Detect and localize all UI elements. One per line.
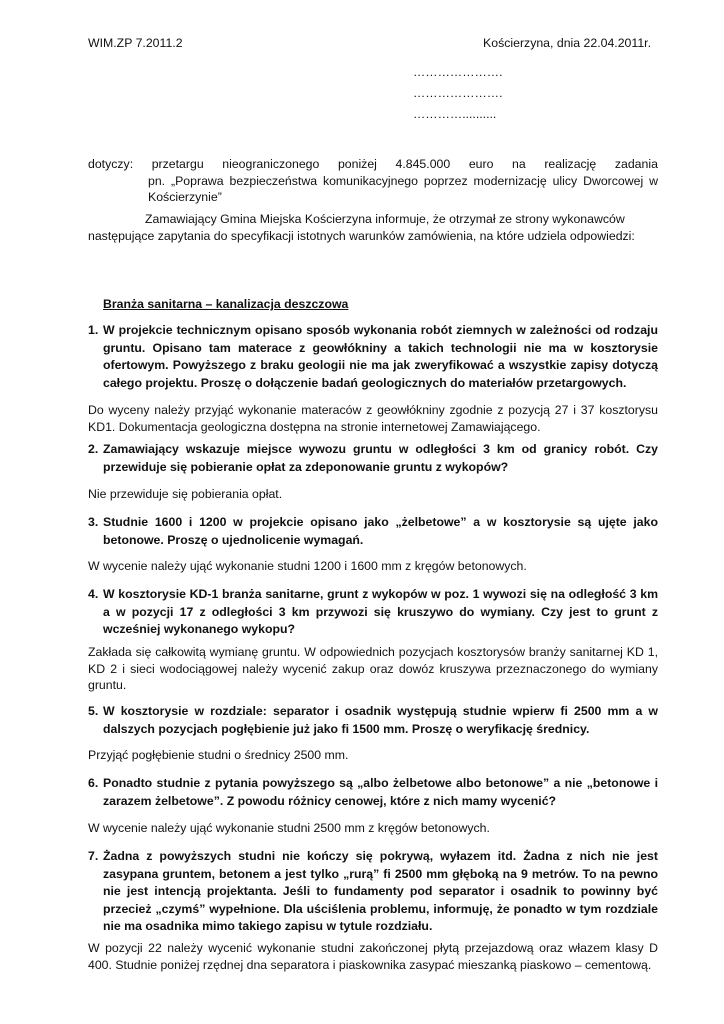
answer-text: W wycenie należy ująć wykonanie studni 2500 mm z kręgów betonowych.: [88, 821, 490, 835]
question-text: Żadna z powyższych studni nie kończy się pokrywą, wyłazem itd. Żadna z nich nie jest zasypana gruntem, betonem a jest tylko „rurą” fi 2500 mm głęboką na 9 metrów. To na pewno nie jest intencją projektanta. Jeśli to fundamenty pod separator i osadnik to powinny być przecież „czymś” wypełnione. Dla uściślenia problemu, informuję, że ponadto w tym rozdziale nie ma osadnika mimo takiego zapisu w tytule rozdziału.: [103, 849, 658, 934]
subject-word: nieograniczonego: [222, 157, 320, 171]
question-item: [88, 441, 658, 476]
question-item: [88, 322, 658, 392]
subject-word: poniżej: [337, 157, 377, 171]
question-number: 3.: [88, 515, 99, 529]
question-text: Ponadto studnie z pytania powyższego są „albo żelbetowe albo betonowe” a nie „betonowe i zarazem żelbetowe”. Z powodu różnicy cenowej, które z nich mamy wycenić?: [103, 776, 658, 808]
question-number: 5.: [88, 704, 99, 718]
subject-first-line: [88, 156, 658, 173]
subject-label: dotyczy:: [88, 157, 134, 171]
question-item: [88, 514, 658, 549]
document-reference: WIM.ZP 7.2011.2: [88, 36, 183, 50]
question-item: [88, 586, 658, 639]
question-item: [88, 775, 658, 810]
answer-text: Zakłada się całkowitą wymianę gruntu. W odpowiednich pozycjach kosztorysów branży sanitarnej KD 1, KD 2 i sieci wodociągowej należy wycenić zakup oraz dowóz kruszywa przeznaczonego do wymiany gruntu.: [88, 645, 658, 693]
section-title: Branża sanitarna – kanalizacja deszczowa: [103, 297, 349, 311]
question-number: 4.: [88, 587, 99, 601]
question-text: Zamawiający wskazuje miejsce wywozu gruntu w odległości 3 km od granicy robót. Czy przewiduje się pobieranie opłat za zdeponowanie gruntu z wykopów?: [103, 442, 658, 474]
question-item: [88, 848, 658, 936]
subject-word: przetargu: [151, 157, 204, 171]
question-number: 2.: [88, 442, 99, 456]
subject-project-name: pn. „Poprawa bezpieczeństwa komunikacyjnego poprzez modernizację ulicy Dworcowej w Kościerzynie”: [148, 173, 658, 205]
question-number: 6.: [88, 776, 99, 790]
dotted-line: …………..........: [413, 107, 497, 121]
subject-word: na: [512, 157, 526, 171]
question-number: 7.: [88, 849, 99, 863]
question-text: W projekcie technicznym opisano sposób wykonania robót ziemnych w zależności od rodzaju gruntu. Opisano tam materace z geowłókniny a takich technologii nie ma w kosztorysie ofertowym. Powyższego z braku geologii nie ma jak zweryfikować a wszystkie zapisy dotyczą całego projektu. Proszę o dołączenie badań geologicznych do materiałów przetargowych.: [103, 323, 658, 390]
question-text: Studnie 1600 i 1200 w projekcie opisano jako „żelbetowe” a w kosztorysie są ujęte jako betonowe. Proszę o ujednolicenie wymagań.: [103, 515, 658, 547]
dotted-line: ………………….: [413, 65, 503, 79]
question-number: 1.: [88, 323, 99, 337]
subject-block: [88, 156, 658, 206]
answer-text: W wycenie należy ująć wykonanie studni 1200 i 1600 mm z kręgów betonowych.: [88, 559, 527, 573]
subject-word: zadania: [614, 157, 658, 171]
dotted-line: ………………….: [413, 86, 503, 100]
place-and-date: Kościerzyna, dnia 22.04.2011r.: [483, 36, 651, 50]
recipient-placeholder: [413, 62, 503, 125]
subject-word: 4.845.000: [395, 157, 451, 171]
question-text: W kosztorysie w rozdziale: separator i osadnik występują studnie wpierw fi 2500 mm a w dalszych pozycjach pogłębienie już jako fi 1500 mm. Proszę o weryfikację średnicy.: [103, 704, 658, 736]
answer-text: W pozycji 22 należy wycenić wykonanie studni zakończonej płytą przejazdową oraz włazem klasy D 400. Studnie poniżej rzędnej dna separatora i piaskownika zasypać mieszanką piaskowo – cementową.: [88, 941, 658, 972]
answer-text: Nie przewiduje się pobierania opłat.: [88, 487, 283, 501]
intro-first-line: Zamawiający Gmina Miejska Kościerzyna informuje, że otrzymał ze strony wykonawców: [145, 212, 625, 226]
subject-word: euro: [468, 157, 494, 171]
intro-paragraph: [88, 211, 658, 244]
answer-text: Przyjąć pogłębienie studni o średnicy 2500 mm.: [88, 748, 349, 762]
subject-word: realizację: [544, 157, 597, 171]
question-item: [88, 703, 658, 738]
intro-rest: następujące zapytania do specyfikacji istotnych warunków zamówienia, na które udziela odpowiedzi:: [88, 228, 635, 243]
question-text: W kosztorysie KD-1 branża sanitarne, grunt z wykopów w poz. 1 wywozi się na odległość 3 km a w pozycji 17 z odległości 3 km przywozi się kruszywo do wymiany. Czy jest to grunt z wcześniej wykonanego wykopu?: [103, 587, 658, 637]
answer-text: Do wyceny należy przyjąć wykonanie materaców z geowłókniny zgodnie z pozycją 27 i 37 kosztorysu KD1. Dokumentacja geologiczna dostępna na stronie internetowej Zamawiającego.: [88, 403, 658, 434]
